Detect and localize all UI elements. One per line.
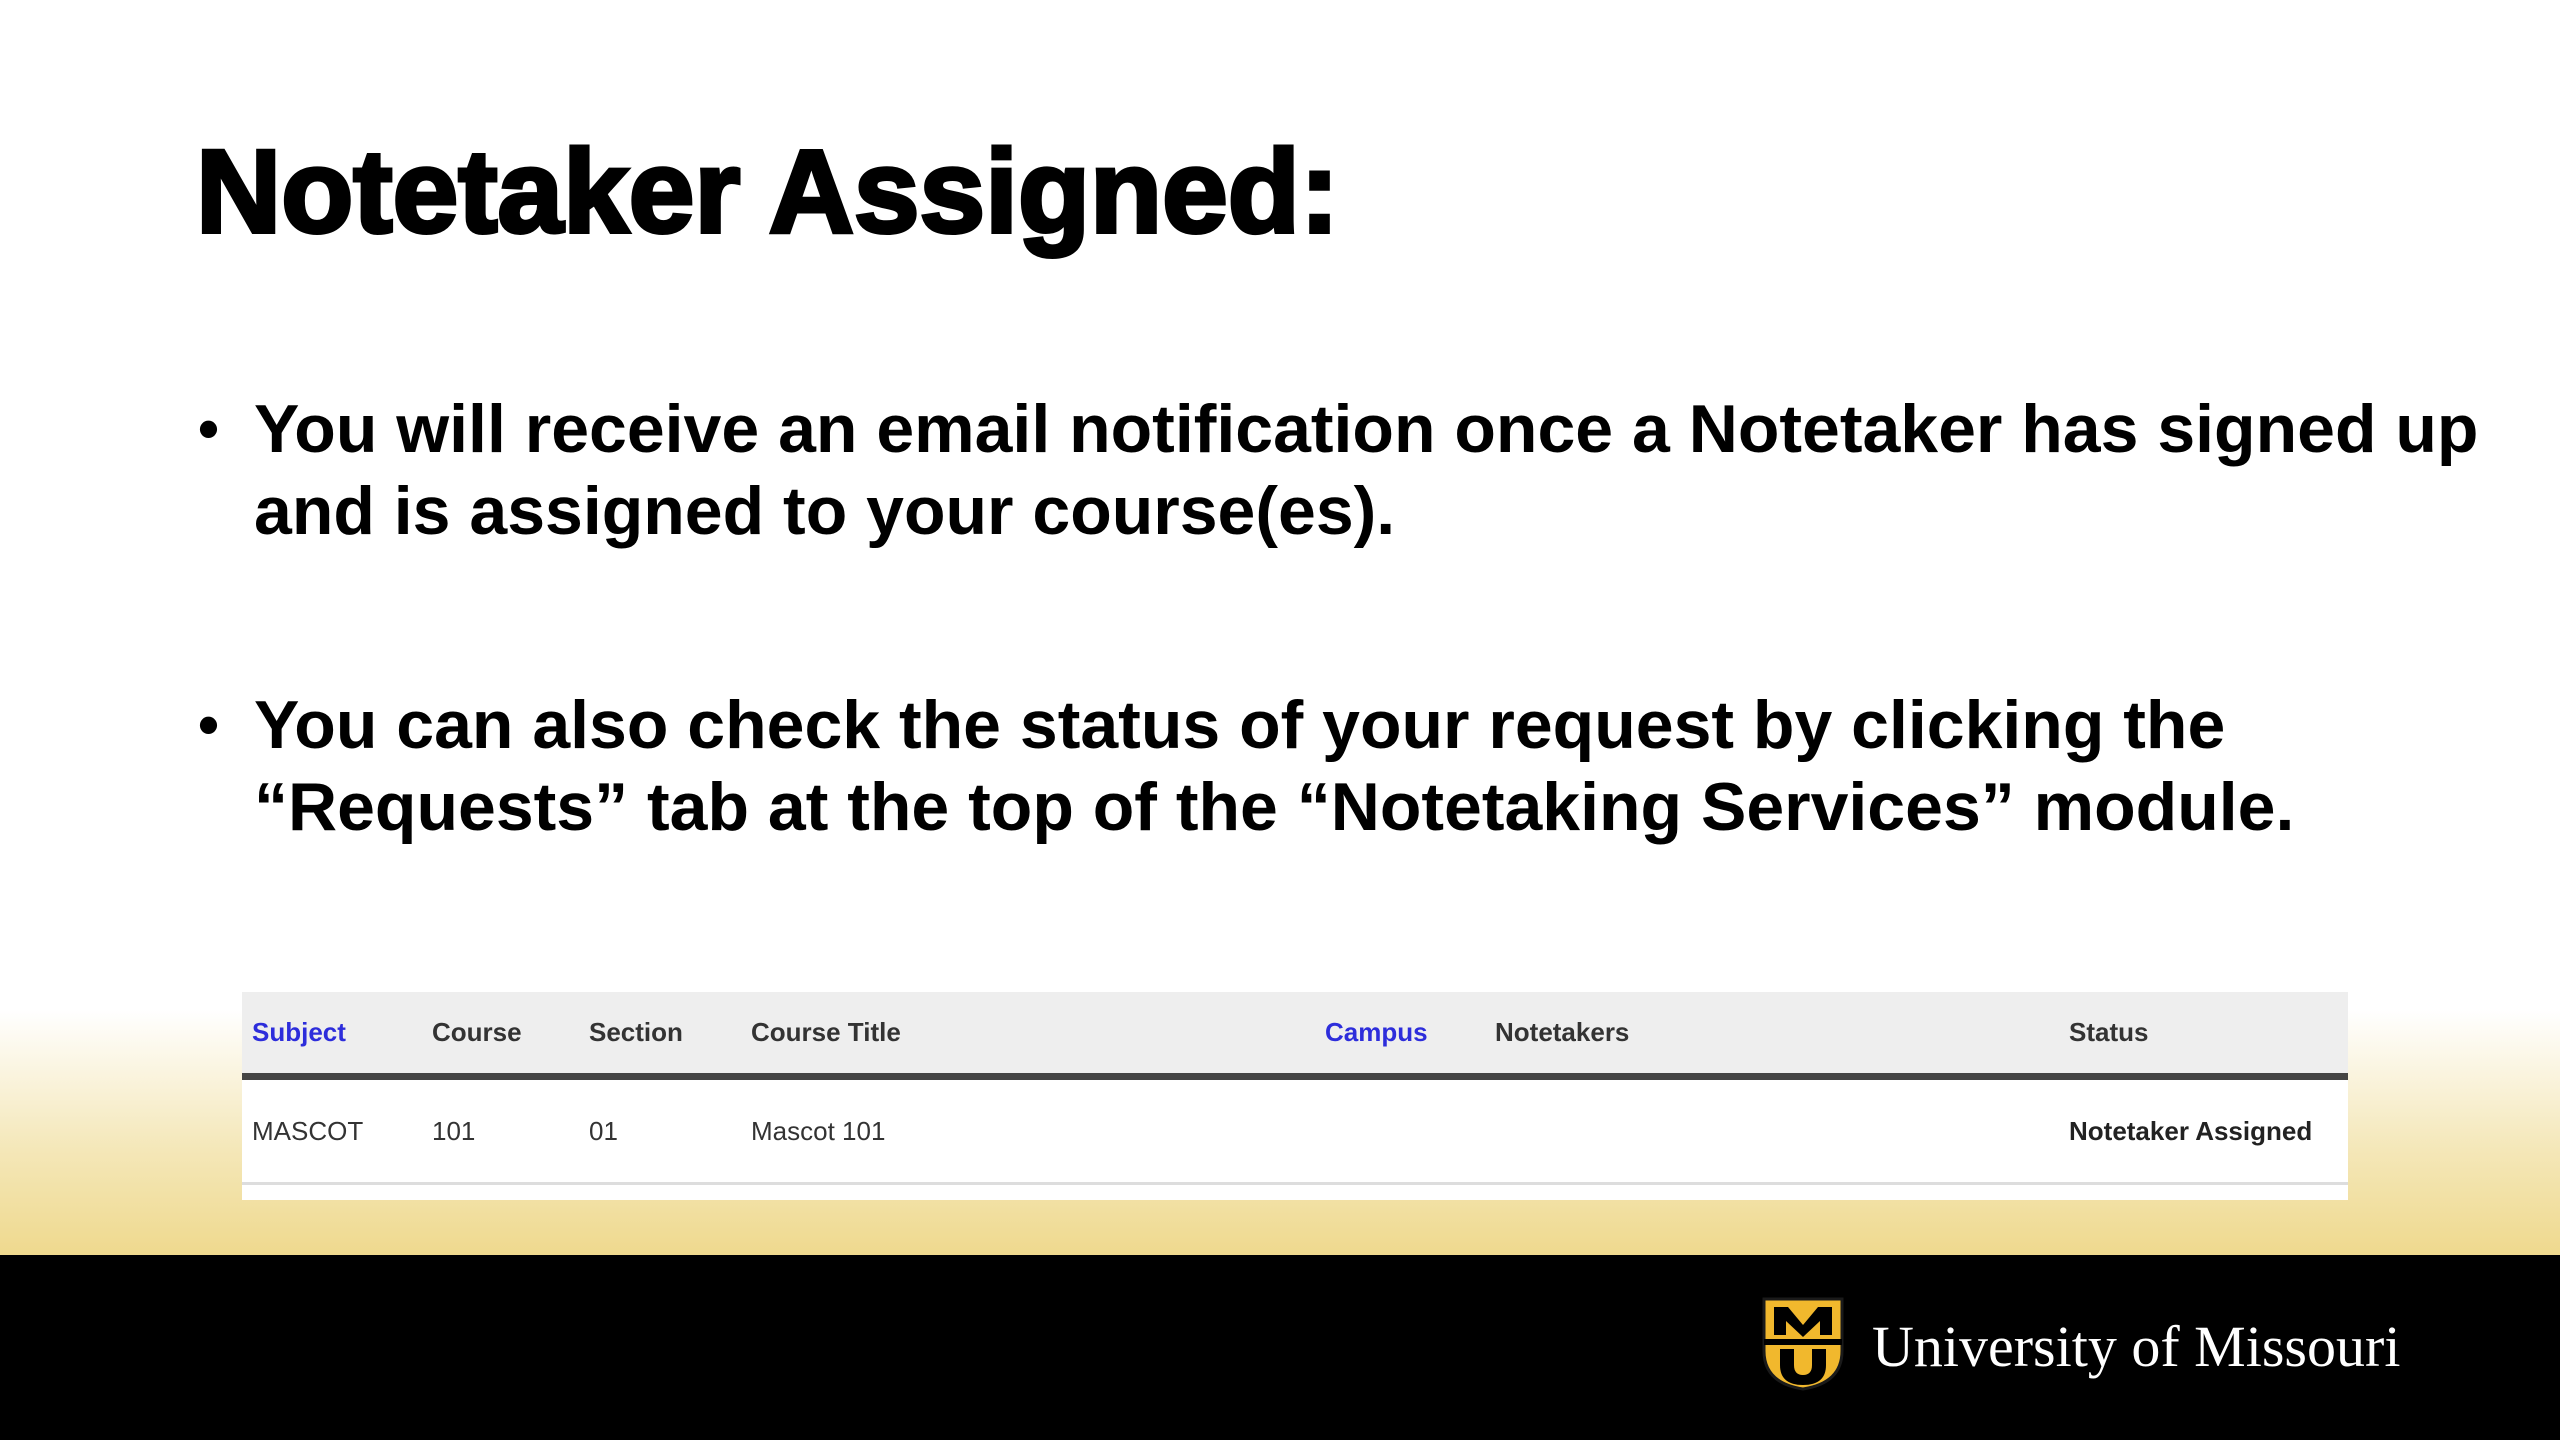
cell-course-title: Mascot 101 xyxy=(751,1115,886,1146)
bullet-text: You can also check the status of your request by clicking the “Requests” tab at the top of the “Notetaking Services” module. xyxy=(254,687,2295,845)
column-header-course-title: Course Title xyxy=(751,1017,901,1047)
column-header-subject[interactable]: Subject xyxy=(252,1017,346,1047)
column-header-campus[interactable]: Campus xyxy=(1325,1017,1428,1047)
bullet-list xyxy=(190,388,2490,848)
footer-bar xyxy=(0,1255,2560,1440)
slide-title: Notetaker Assigned: xyxy=(196,126,1340,258)
bullet-item xyxy=(190,684,2490,848)
table-row[interactable] xyxy=(242,1080,2348,1185)
column-header-course: Course xyxy=(432,1017,522,1047)
bullet-item xyxy=(190,388,2490,552)
bullet-text: You will receive an email notification once a Notetaker has signed up and is assigned to your course(es). xyxy=(254,391,2479,549)
university-name: University of Missouri xyxy=(1872,1314,2401,1379)
requests-table xyxy=(242,992,2348,1200)
bullet-dot-icon: • xyxy=(198,691,220,758)
cell-subject: MASCOT xyxy=(252,1115,364,1146)
bullet-dot-icon: • xyxy=(198,395,220,462)
cell-status: Notetaker Assigned xyxy=(2069,1115,2313,1146)
column-header-section: Section xyxy=(589,1017,683,1047)
mu-shield-logo-icon xyxy=(1760,1295,1846,1391)
cell-section: 01 xyxy=(589,1115,618,1146)
cell-course: 101 xyxy=(432,1115,476,1146)
table-header-row xyxy=(242,992,2348,1080)
column-header-status: Status xyxy=(2069,1017,2149,1047)
column-header-notetakers: Notetakers xyxy=(1495,1017,1630,1047)
